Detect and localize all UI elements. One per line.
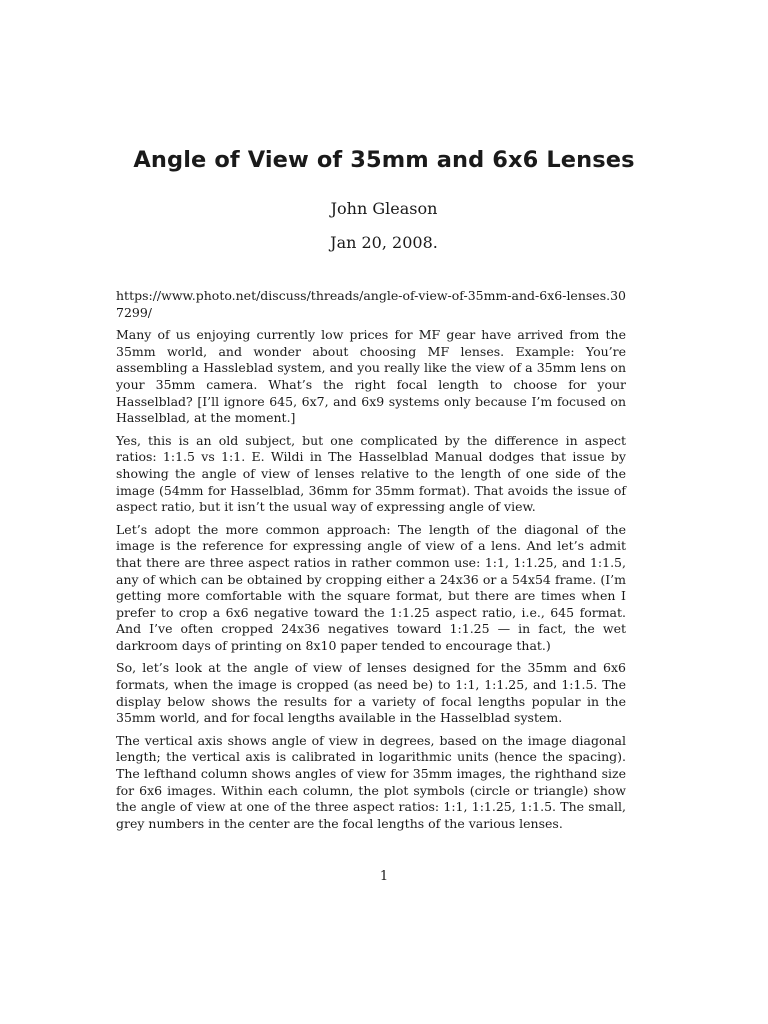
document-body [116,288,626,838]
paragraph-5: The vertical axis shows angle of view in degrees, based on the image diagonal length; the vertical axis is calibrated in logarithmic units (hence the spacing). The lefthand column shows angles of view for 35mm images, the righthand size for 6x6 images. Within each column, the plot symbols (circle or triangle) show the angle of view at one of the three aspect ratios: 1:1, 1:1.25, 1:1.5. The small, grey numbers in the center are the focal lengths of the various lenses. [116,732,626,831]
page-number: 1 [379,869,389,884]
paragraph-3: Let’s adopt the more common approach: The length of the diagonal of the image is the reference for expressing angle of view of a lens. And let’s admit that there are three aspect ratios in rather common use: 1:1, 1:1.25, and 1:1.5, any of which can be obtained by cropping either a 24x36 or a 54x54 frame. (I’m getting more comfortable with the square format, but there are times when I prefer to crop a 6x6 negative toward the 1:1.25 aspect ratio, i.e., 645 format. And I’ve often cropped 24x36 negatives toward 1:1.25 — in fact, the wet darkroom days of printing on 8x10 paper tended to encourage that.) [116,521,626,653]
source-url: https://www.photo.net/discuss/threads/angle-of-view-of-35mm-and-6x6-lenses.307299/ [116,288,626,320]
paragraph-1: Many of us enjoying currently low prices for MF gear have arrived from the 35mm world, and wonder about choosing MF lenses. Example: You’re assembling a Hassleblad system, and you really like the view of a 35mm lens on your 35mm camera. What’s the right focal length to choose for your Hasselblad? [I’ll ignore 645, 6x7, and 6x9 systems only because I’m focused on Hasselblad, at the moment.] [116,327,626,426]
document-date: Jan 20, 2008. [330,233,438,252]
author-name: John Gleason [330,199,438,218]
paragraph-4: So, let’s look at the angle of view of lenses designed for the 35mm and 6x6 formats, when the image is cropped (as need be) to 1:1, 1:1.25, and 1:1.5. The display below shows the results for a variety of focal lengths popular in the 35mm world, and for focal lengths available in the Hasselblad system. [116,660,626,726]
paragraph-2: Yes, this is an old subject, but one complicated by the difference in aspect ratios: 1:1.5 vs 1:1. E. Wildi in The Hasselblad Manual dodges that issue by showing the angle of view of lenses relative to the length of one side of the image (54mm for Hasselblad, 36mm for 35mm format). That avoids the issue of aspect ratio, but it isn’t the usual way of expressing angle of view. [116,432,626,515]
document-title: Angle of View of 35mm and 6x6 Lenses [133,147,635,173]
